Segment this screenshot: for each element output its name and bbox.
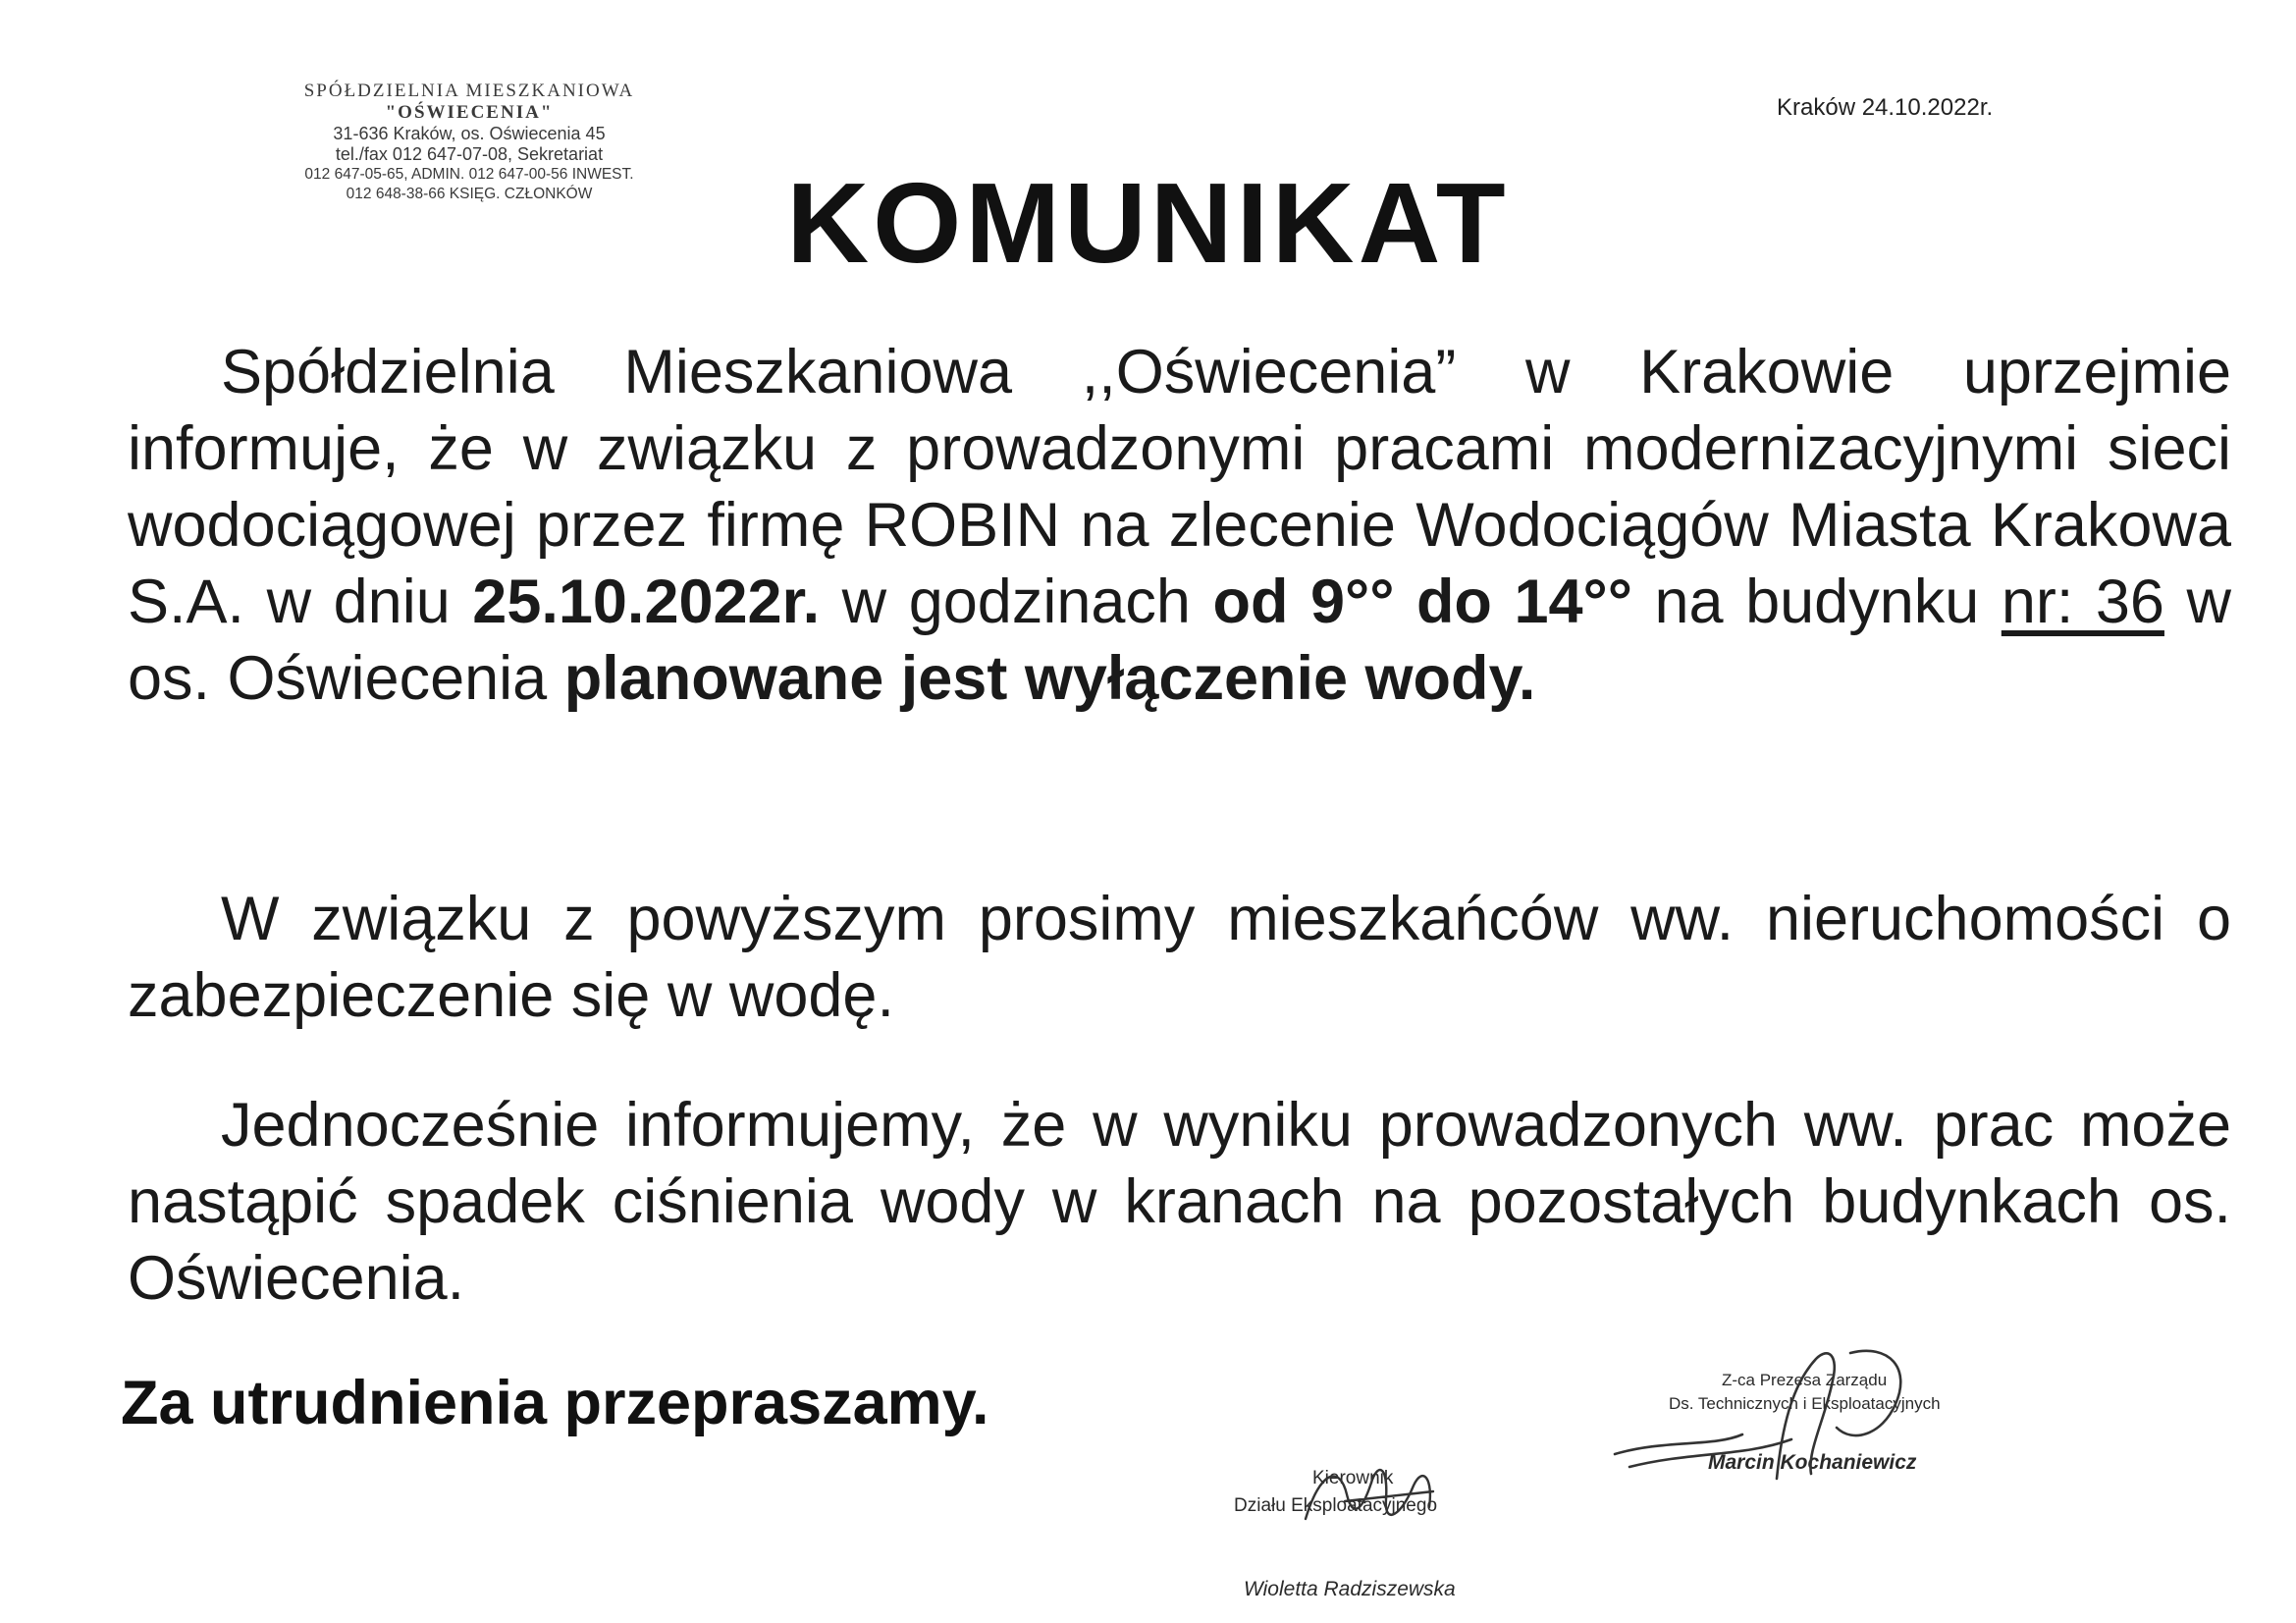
paragraph1-text-1: Spółdzielnia Mieszkaniowa ,,Oświecenia” w Krakowie uprzejmie informuje, że w związku z prowadzonymi pracami modernizacyjnymi sieci wodociągowej przez firmę ROBIN na zlecenie Wodociągów Miasta Krakowa S.A. w dniu <box>128 338 2231 636</box>
paragraph-water-request <box>128 881 2231 1034</box>
stamp-address: 31-636 Kraków, os. Oświecenia 45 <box>333 124 606 143</box>
stamp-phone-1: tel./fax 012 647-07-08, Sekretariat <box>335 144 604 164</box>
signatory-left-name: Wioletta Radziszewska <box>1244 1578 1456 1600</box>
stamp-phone-3: 012 648-38-66 KSIĘG. CZŁONKÓW <box>346 186 593 202</box>
stamp-phone-2: 012 647-05-65, ADMIN. 012 647-00-56 INWEST. <box>304 166 634 183</box>
building-number: nr: 36 <box>2001 568 2164 636</box>
outage-hours: od 9°° do 14°° <box>1212 568 1632 636</box>
paragraph1-text-3: na budynku <box>1631 568 2002 636</box>
paragraph-outage-notice <box>128 334 2231 717</box>
signatory-left-title-1: Kierownik <box>1312 1468 1394 1488</box>
signatory-left-title-2: Działu Eksploatacyjnego <box>1234 1495 1438 1516</box>
paragraph-pressure-warning <box>128 1087 2231 1317</box>
paragraph3-text: Jednocześnie informujemy, że w wyniku prowadzonych ww. prac może nastąpić spadek ciśnienia wody w kranach na pozostałych budynkach os. Oświecenia. <box>128 1091 2231 1313</box>
stamp-cooperative-name-2: "OŚWIECENIA" <box>385 102 554 123</box>
page-title: KOMUNIKAT <box>786 159 1510 287</box>
signatory-right-name: Marcin Kochaniewicz <box>1708 1451 1917 1474</box>
paragraph1-text-2: w godzinach <box>820 568 1213 636</box>
outage-emphasis: planowane jest wyłączenie wody. <box>563 644 1536 713</box>
closing-apology: Za utrudnienia przepraszamy. <box>121 1369 989 1437</box>
stamp-cooperative-name: SPÓŁDZIELNIA MIESZKANIOWA <box>303 81 635 101</box>
signature-left-scribble <box>1286 1450 1482 1539</box>
signatory-right-title-2: Ds. Technicznych i Eksploatacyjnych <box>1669 1394 1941 1413</box>
paragraph2-text: W związku z powyższym prosimy mieszkańców ww. nieruchomości o zabezpieczenie się w wodę. <box>128 885 2231 1030</box>
outage-date: 25.10.2022r. <box>472 568 821 636</box>
paragraph1-text-4: w os. Oświecenia <box>128 568 2231 713</box>
signatory-right-title-1: Z-ca Prezesa Zarządu <box>1722 1371 1888 1389</box>
place-date: Kraków 24.10.2022r. <box>1777 94 1994 121</box>
